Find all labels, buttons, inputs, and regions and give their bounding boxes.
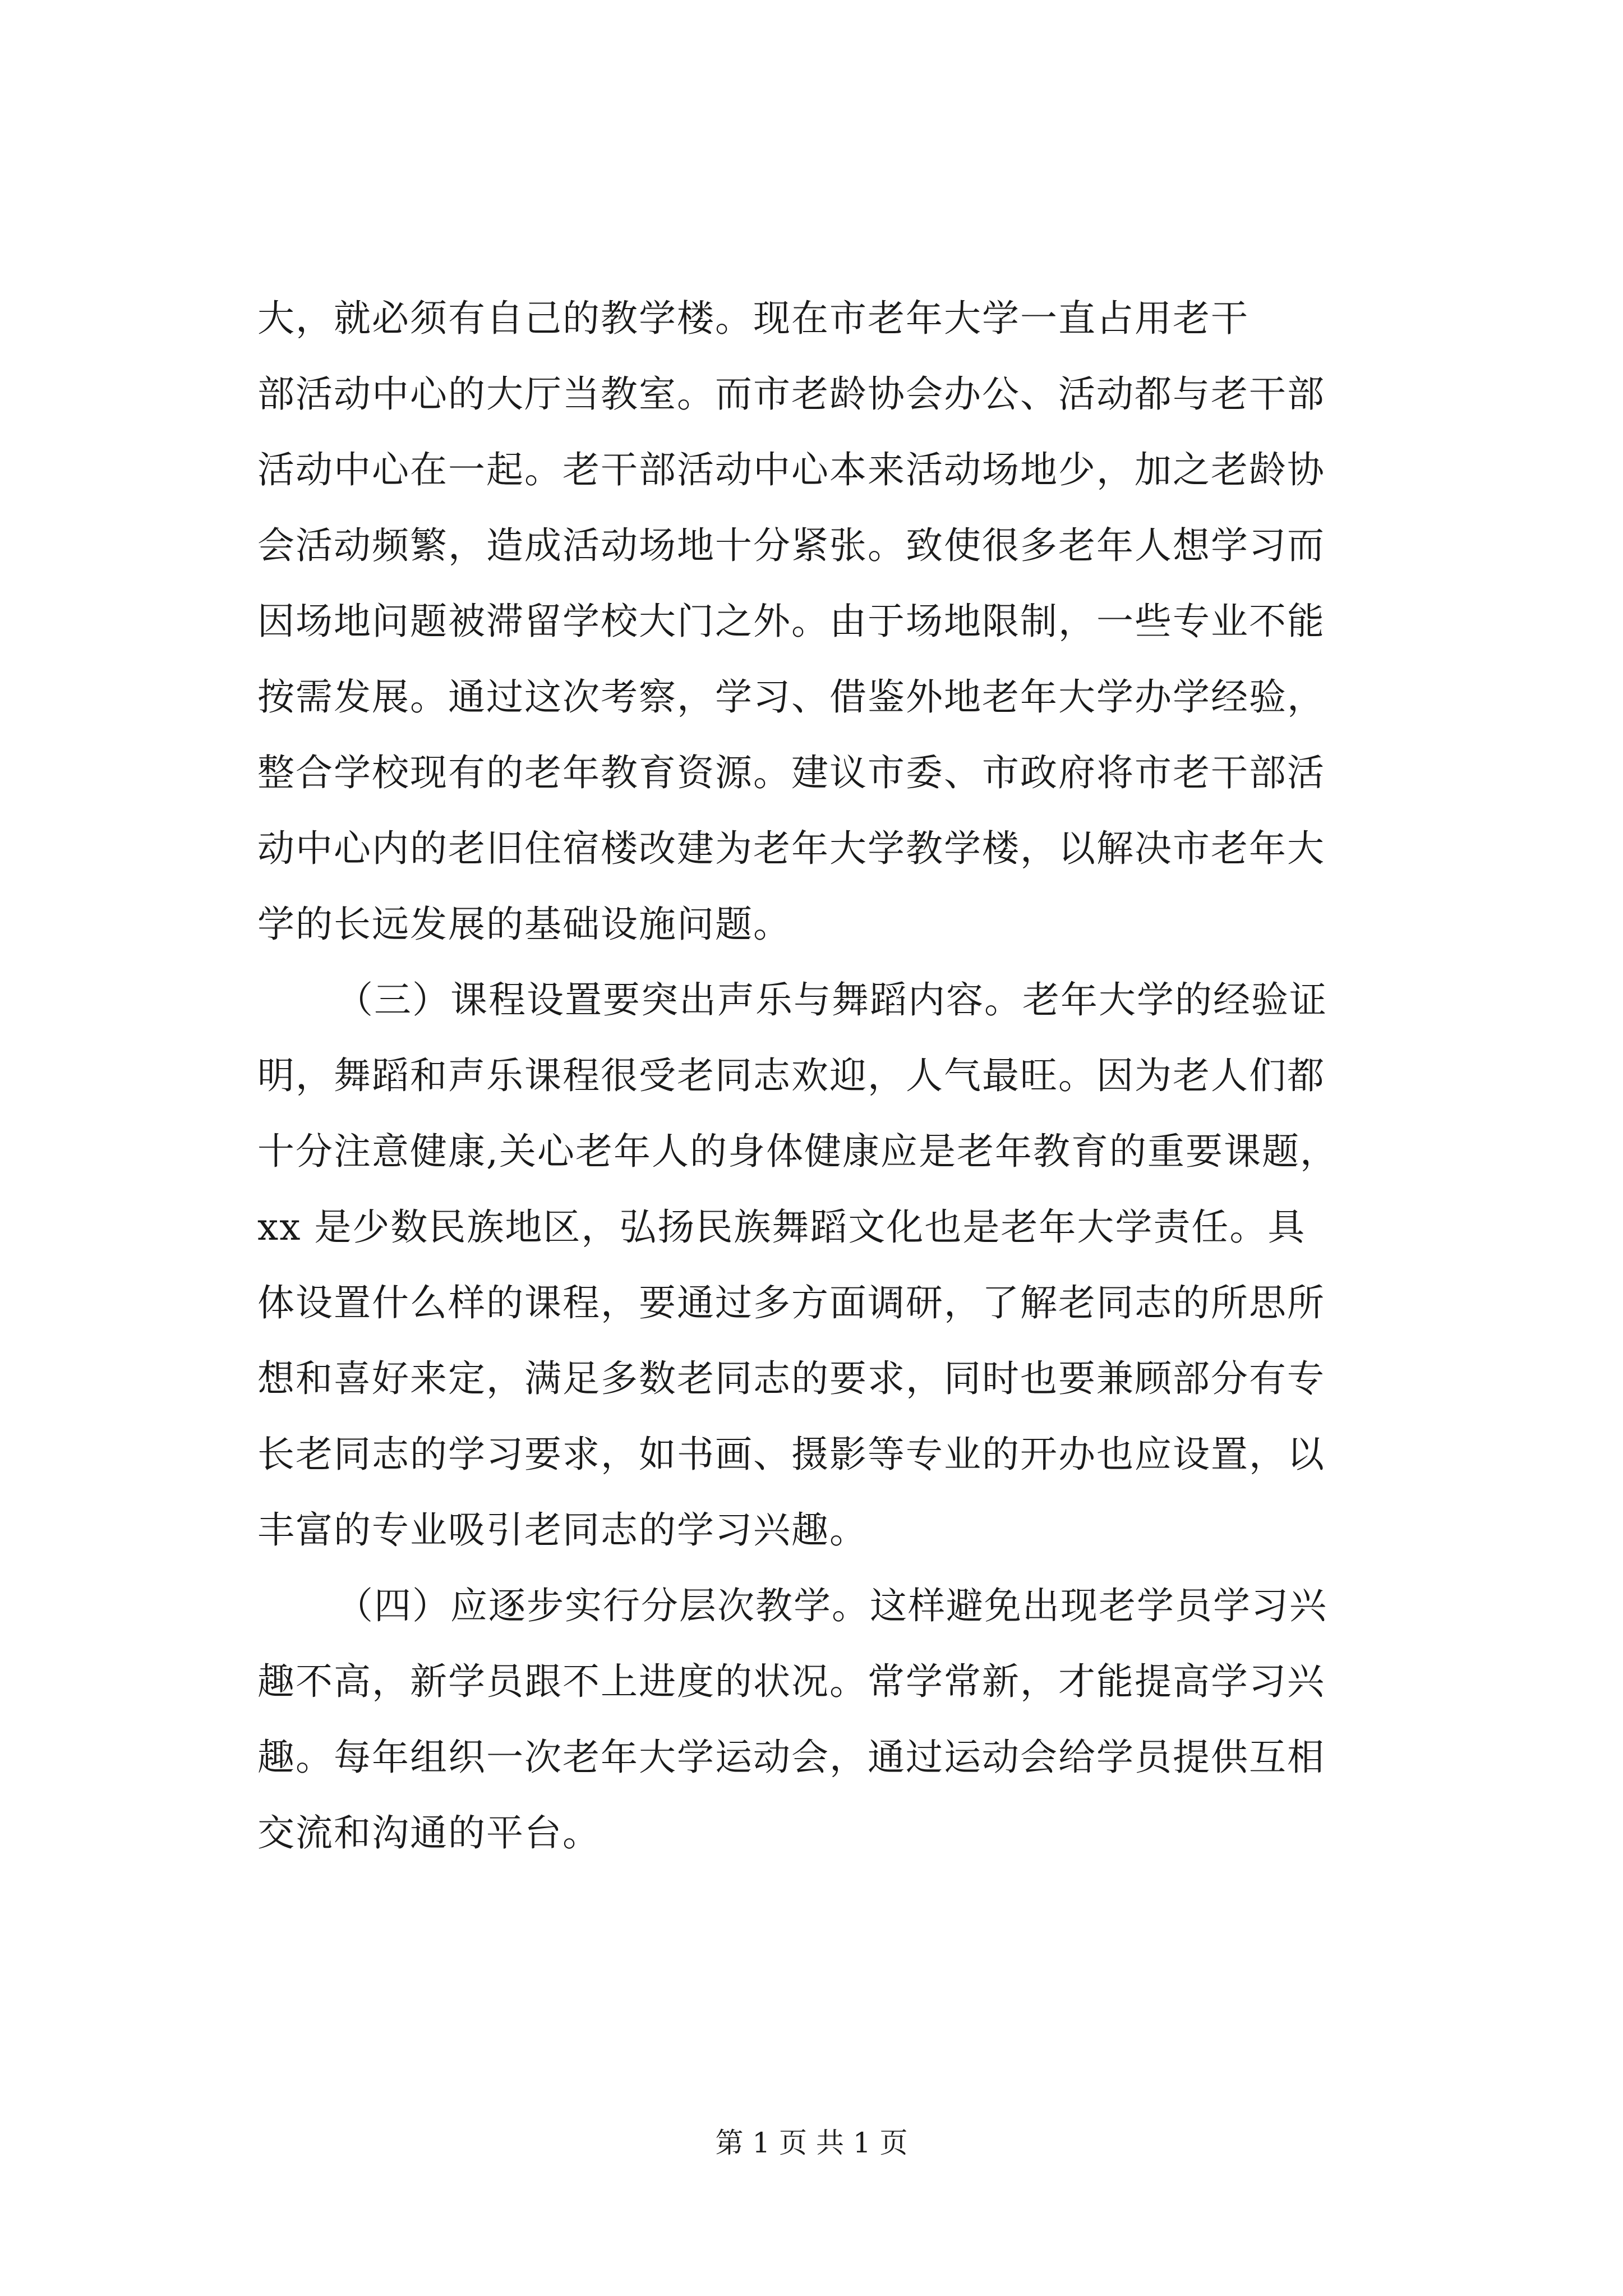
paragraph-line: 体设置什么样的课程，要通过多方面调研，了解老同志的所思所 <box>257 1281 1325 1324</box>
paragraph-line: 交流和沟通的平台。 <box>257 1811 601 1855</box>
paragraph-line: 大，就必须有自己的教学楼。现在市老年大学一直占用老干 <box>257 297 1249 340</box>
paragraph-line: 长老同志的学习要求，如书画、摄影等专业的开办也应设置，以 <box>257 1433 1325 1476</box>
paragraph-line: 按需发展。通过这次考察，学习、借鉴外地老年大学办学经验， <box>257 675 1325 719</box>
paragraph-2 <box>257 962 1422 1568</box>
paragraph-line: 明，舞蹈和声乐课程很受老同志欢迎，人气最旺。因为老人们都 <box>257 1054 1325 1097</box>
paragraph-line: 动中心内的老旧住宿楼改建为老年大学教学楼，以解决市老年大 <box>257 827 1325 870</box>
paragraph-line: 趣不高，新学员跟不上进度的状况。常学常新，才能提高学习兴 <box>257 1660 1325 1703</box>
paragraph-line: （四）应逐步实行分层次教学。这样避免出现老学员学习兴 <box>336 1584 1327 1627</box>
paragraph-line: 想和喜好来定，满足多数老同志的要求，同时也要兼顾部分有专 <box>257 1357 1325 1400</box>
page-footer <box>0 2126 1623 2160</box>
paragraph-line: 整合学校现有的老年教育资源。建议市委、市政府将市老干部活 <box>257 751 1325 794</box>
paragraph-line: （三）课程设置要突出声乐与舞蹈内容。老年大学的经验证 <box>336 978 1327 1022</box>
paragraph-line: 部活动中心的大厅当教室。而市老龄协会办公、活动都与老干部 <box>257 372 1325 416</box>
paragraph-line: 趣。每年组织一次老年大学运动会，通过运动会给学员提供互相 <box>257 1736 1325 1779</box>
document-body <box>257 280 1422 1871</box>
paragraph-line: 十分注意健康,关心老年人的身体健康应是老年教育的重要课题， <box>257 1130 1338 1173</box>
paragraph-line: 会活动频繁，造成活动场地十分紧张。致使很多老年人想学习而 <box>257 524 1325 567</box>
paragraph-line: xx 是少数民族地区，弘扬民族舞蹈文化也是老年大学责任。具 <box>257 1205 1306 1249</box>
paragraph-3 <box>257 1568 1422 1871</box>
paragraph-1 <box>257 280 1422 962</box>
paragraph-line: 学的长远发展的基础设施问题。 <box>257 903 791 946</box>
paragraph-line: 活动中心在一起。老干部活动中心本来活动场地少，加之老龄协 <box>257 448 1325 491</box>
paragraph-line: 丰富的专业吸引老同志的学习兴趣。 <box>257 1508 868 1552</box>
paragraph-line: 因场地问题被滞留学校大门之外。由于场地限制，一些专业不能 <box>257 600 1325 643</box>
page-number-label: 第 1 页 共 1 页 <box>715 2127 908 2159</box>
